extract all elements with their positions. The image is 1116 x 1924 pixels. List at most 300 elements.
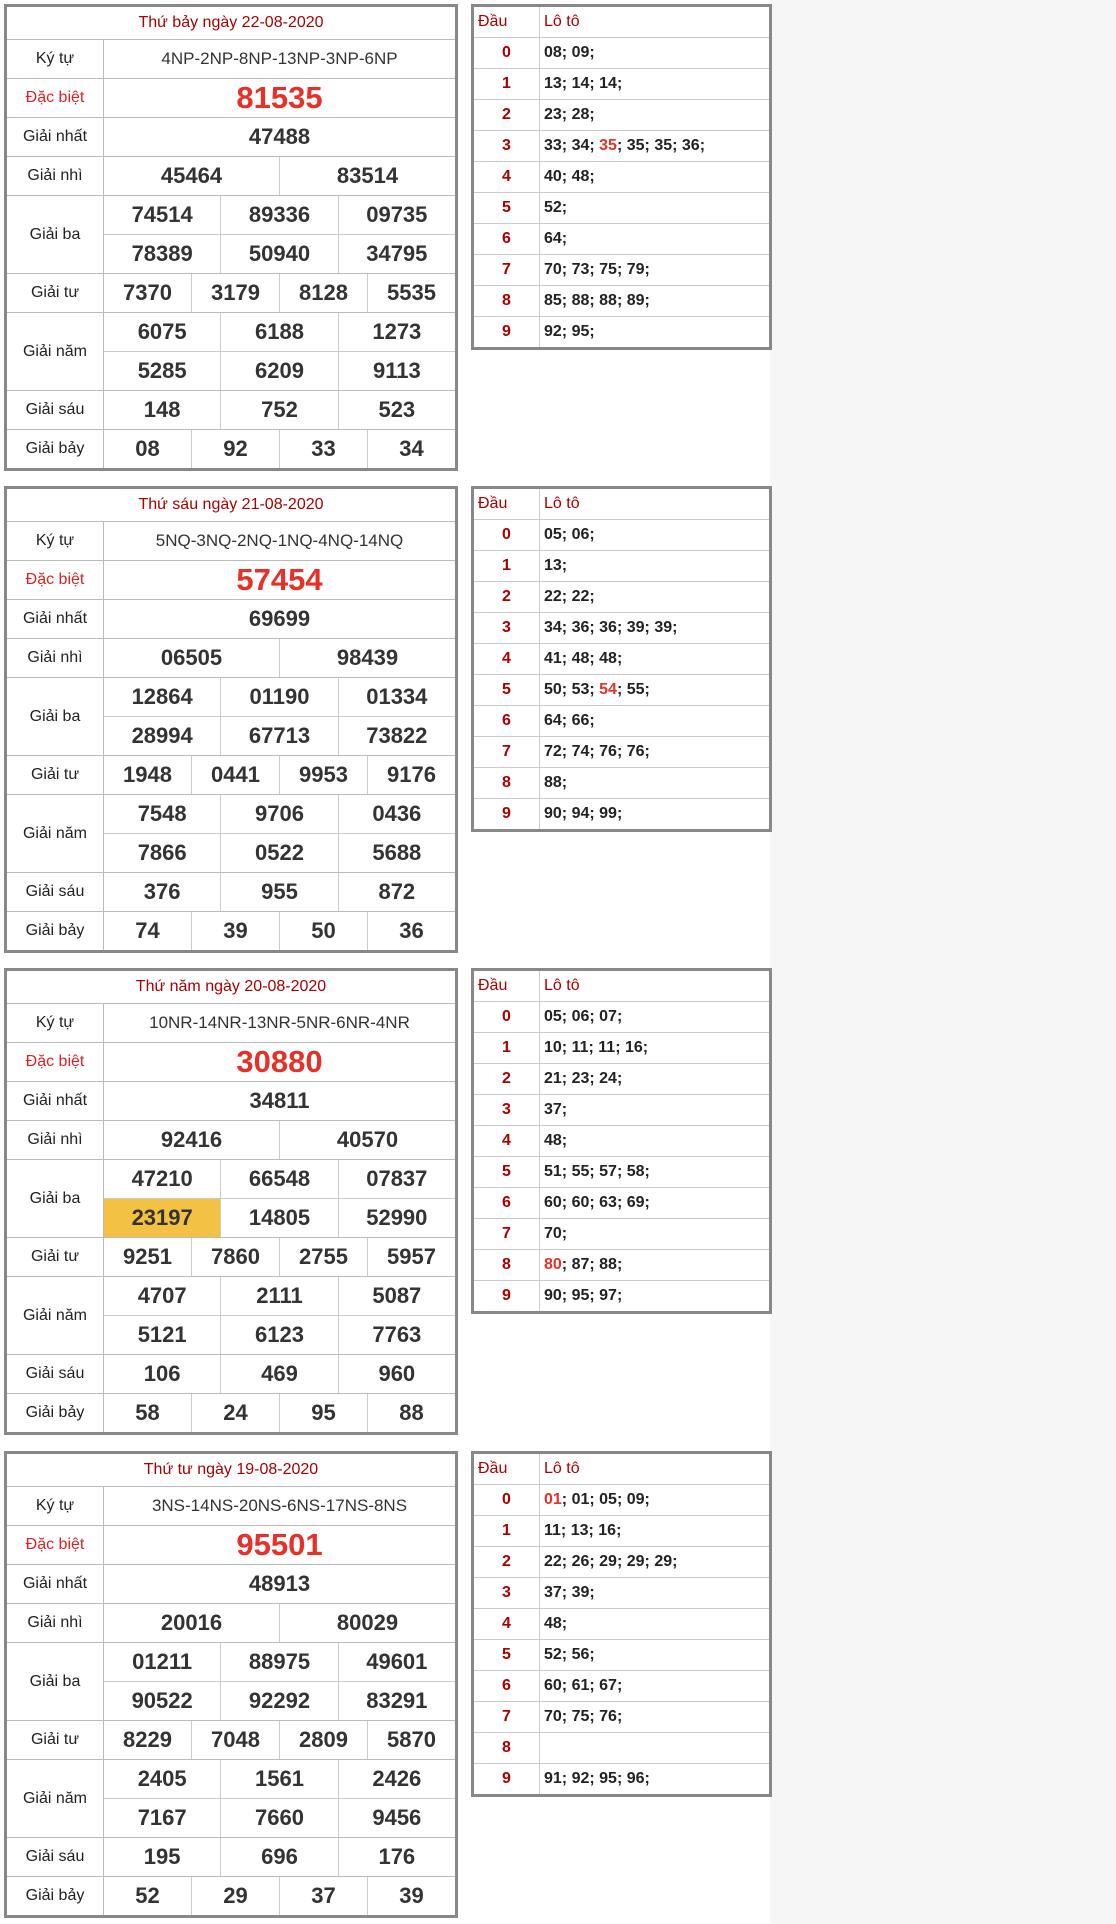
prize-row-giai-ba — [7, 1160, 455, 1238]
loto-separator: ; — [561, 1646, 572, 1663]
loto-dau: 0 — [474, 38, 540, 68]
prize-value-row — [104, 1798, 455, 1837]
loto-values — [540, 737, 769, 767]
prize-label: Giải sáu — [7, 1838, 104, 1876]
loto-row — [474, 1033, 769, 1064]
loto-row — [474, 582, 769, 613]
loto-row — [474, 224, 769, 255]
loto-values — [540, 1671, 769, 1701]
loto-number: 69 — [626, 1194, 645, 1211]
prize-values — [104, 1604, 455, 1642]
prize-label: Đặc biệt — [7, 1043, 104, 1081]
loto-row — [474, 1188, 769, 1219]
prize-row-giai-nam — [7, 1277, 455, 1355]
loto-number: 48 — [571, 650, 590, 667]
loto-separator: ; — [616, 805, 627, 822]
loto-number: 36 — [681, 137, 700, 154]
loto-number: 79 — [626, 261, 645, 278]
loto-row — [474, 799, 769, 829]
loto-number: 53 — [571, 681, 590, 698]
prize-row-giai-ba — [7, 1643, 455, 1721]
loto-separator: ; — [561, 1584, 572, 1601]
prize-row-dac-biet — [7, 1526, 455, 1565]
loto-separator: ; — [589, 168, 600, 185]
prize-number: 5535 — [367, 274, 455, 312]
prize-row-giai-nam — [7, 313, 455, 391]
loto-separator: ; — [561, 44, 572, 61]
prize-values — [104, 196, 455, 273]
loto-number: 75 — [571, 1708, 590, 1725]
loto-row — [474, 1547, 769, 1578]
loto-dau: 6 — [474, 224, 540, 254]
prize-row-giai-nhi — [7, 639, 455, 678]
loto-number: 57 — [599, 1163, 617, 1180]
loto-number: 67 — [599, 1677, 617, 1694]
loto-values — [540, 38, 769, 68]
prize-values — [104, 1565, 455, 1603]
loto-dau: 5 — [474, 193, 540, 223]
loto-number: 11 — [571, 1039, 589, 1056]
loto-separator: ; — [561, 1070, 572, 1087]
prize-label: Giải tư — [7, 756, 104, 794]
prize-row-giai-bay — [7, 912, 455, 950]
loto-number: 40 — [544, 168, 562, 185]
loto-dau: 7 — [474, 1702, 540, 1732]
loto-separator: ; — [615, 1039, 625, 1056]
prize-value-row — [104, 600, 455, 638]
prize-row-ky-tu — [7, 522, 455, 561]
loto-number: 70 — [544, 1225, 562, 1242]
prize-number: 90522 — [131, 1688, 193, 1713]
loto-separator: ; — [644, 1491, 655, 1508]
loto-dau: 5 — [474, 1640, 540, 1670]
loto-dau: 3 — [474, 613, 540, 643]
loto-number: 06 — [571, 1008, 590, 1025]
prize-number: 148 — [143, 397, 181, 422]
result-table — [4, 968, 458, 1435]
prize-number: 5285 — [137, 358, 187, 383]
loto-number: 26 — [571, 1553, 590, 1570]
loto-values — [540, 100, 769, 130]
prize-number: 6075 — [137, 319, 187, 344]
loto-values — [540, 1485, 769, 1515]
loto-dau: 9 — [474, 1764, 540, 1794]
loto-separator: ; — [589, 1646, 600, 1663]
loto-dau: 2 — [474, 100, 540, 130]
loto-separator: ; — [699, 137, 710, 154]
prize-row-giai-nam — [7, 1760, 455, 1838]
prize-number: 58 — [135, 1400, 160, 1425]
prize-label: Giải sáu — [7, 391, 104, 429]
loto-values — [540, 1516, 769, 1546]
loto-number: 13 — [570, 1522, 589, 1539]
loto-number: 76 — [599, 743, 617, 760]
loto-separator: ; — [644, 619, 655, 636]
loto-values — [540, 1219, 769, 1249]
loto-values — [540, 1126, 769, 1156]
prize-number: 9113 — [338, 352, 455, 390]
loto-number: 60 — [544, 1194, 562, 1211]
loto-separator: ; — [561, 1770, 572, 1787]
loto-separator: ; — [589, 323, 600, 340]
prize-value-row — [104, 391, 455, 429]
loto-row — [474, 317, 769, 347]
prize-value-row — [104, 522, 455, 560]
loto-row — [474, 613, 769, 644]
loto-values — [540, 551, 769, 581]
prize-value-row — [104, 1681, 455, 1720]
prize-values — [104, 1277, 455, 1354]
loto-separator: ; — [644, 681, 655, 698]
prize-values — [104, 1487, 455, 1525]
prize-value-row — [104, 1238, 455, 1276]
loto-number: 73 — [571, 261, 590, 278]
prize-number: 92 — [191, 430, 279, 468]
prize-row-ky-tu — [7, 1487, 455, 1526]
loto-dau: 8 — [474, 1250, 540, 1280]
prize-number: 40570 — [279, 1121, 455, 1159]
draw-date: Thứ bảy ngày 22-08-2020 — [7, 7, 455, 40]
loto-number: 01 — [571, 1491, 590, 1508]
loto-number: 07 — [599, 1008, 617, 1025]
prize-number: 81535 — [236, 80, 323, 115]
loto-separator: ; — [616, 1163, 627, 1180]
loto-number: 13 — [544, 557, 562, 574]
loto-number: 05 — [544, 1008, 562, 1025]
prize-values — [104, 274, 455, 312]
loto-separator: ; — [642, 1039, 653, 1056]
prize-values — [104, 873, 455, 911]
loto-separator: ; — [644, 1770, 655, 1787]
prize-values — [104, 79, 455, 117]
prize-number: 195 — [143, 1844, 181, 1869]
prize-value-row — [104, 1643, 455, 1681]
prize-number: 696 — [220, 1838, 337, 1876]
loto-values — [540, 520, 769, 550]
loto-row — [474, 1126, 769, 1157]
loto-separator: ; — [589, 75, 600, 92]
loto-number: 11 — [544, 1522, 561, 1539]
prize-number: 80029 — [279, 1604, 455, 1642]
prize-number: 50 — [279, 912, 367, 950]
loto-number: 22 — [571, 588, 590, 605]
prize-label: Giải nhất — [7, 1565, 104, 1603]
loto-separator: ; — [561, 681, 572, 698]
loto-separator: ; — [616, 137, 627, 154]
prize-value-row — [104, 351, 455, 390]
loto-values — [540, 1002, 769, 1032]
prize-label: Giải ba — [7, 1643, 104, 1720]
loto-number: 48 — [599, 650, 617, 667]
loto-row — [474, 1250, 769, 1281]
loto-separator: ; — [561, 774, 572, 791]
prize-value-row — [104, 1315, 455, 1354]
loto-separator: ; — [616, 1522, 626, 1539]
loto-header — [474, 971, 769, 1002]
prize-values — [104, 1760, 455, 1837]
prize-values — [104, 756, 455, 794]
loto-number: 14 — [599, 75, 617, 92]
prize-label: Giải sáu — [7, 873, 104, 911]
prize-number: 73822 — [338, 717, 455, 755]
loto-separator: ; — [589, 588, 600, 605]
prize-row-giai-tu — [7, 756, 455, 795]
loto-row — [474, 193, 769, 224]
prize-label: Giải nhì — [7, 157, 104, 195]
loto-dau: 7 — [474, 1219, 540, 1249]
result-table — [4, 1451, 458, 1918]
prize-number: 376 — [143, 879, 181, 904]
prize-row-giai-bay — [7, 430, 455, 468]
loto-values — [540, 768, 769, 798]
loto-number: 41 — [544, 650, 562, 667]
prize-values — [104, 1160, 455, 1237]
loto-number: 66 — [571, 712, 590, 729]
loto-number: 50 — [544, 681, 562, 698]
loto-separator: ; — [561, 168, 572, 185]
loto-header-loto: Lô tô — [544, 977, 580, 994]
loto-header — [474, 489, 769, 520]
prize-number: 2111 — [220, 1277, 337, 1315]
prize-number: 9251 — [123, 1244, 172, 1269]
prize-value-row — [104, 1526, 455, 1564]
prize-number: 5870 — [367, 1721, 455, 1759]
loto-values — [540, 675, 769, 705]
loto-separator: ; — [589, 44, 600, 61]
loto-number: 33 — [544, 137, 562, 154]
loto-number: 88 — [599, 1256, 617, 1273]
prize-row-giai-ba — [7, 196, 455, 274]
loto-number: 95 — [571, 323, 590, 340]
prize-number: 37 — [279, 1877, 367, 1915]
loto-number: 76 — [626, 743, 645, 760]
loto-dau: 8 — [474, 286, 540, 316]
loto-separator: ; — [644, 1553, 655, 1570]
prize-number: 28994 — [131, 723, 193, 748]
loto-separator: ; — [616, 1256, 627, 1273]
loto-dau: 4 — [474, 1126, 540, 1156]
prize-number: 5688 — [338, 834, 455, 872]
prize-number: 7860 — [191, 1238, 279, 1276]
loto-dau: 3 — [474, 1578, 540, 1608]
loto-row — [474, 69, 769, 100]
loto-separator: ; — [672, 137, 682, 154]
loto-separator: ; — [589, 106, 600, 123]
loto-number: 08 — [544, 44, 562, 61]
loto-table — [471, 486, 772, 832]
loto-number: 13 — [544, 75, 562, 92]
loto-values — [540, 1609, 769, 1639]
prize-number: 12864 — [131, 684, 193, 709]
prize-number: 01334 — [338, 678, 455, 716]
loto-separator: ; — [561, 230, 572, 247]
prize-row-dac-biet — [7, 79, 455, 118]
draw-date: Thứ năm ngày 20-08-2020 — [7, 971, 455, 1004]
loto-number: 06 — [571, 526, 590, 543]
loto-separator: ; — [561, 619, 572, 636]
loto-number: 34 — [571, 137, 590, 154]
loto-separator: ; — [561, 650, 572, 667]
loto-number: 55 — [571, 1163, 590, 1180]
loto-separator: ; — [616, 261, 627, 278]
loto-separator: ; — [616, 1194, 627, 1211]
loto-number: 35 — [599, 137, 617, 154]
loto-values — [540, 1033, 769, 1063]
prize-number: 98439 — [279, 639, 455, 677]
loto-number: 48 — [544, 1615, 562, 1632]
prize-values — [104, 430, 455, 468]
prize-number: 5NQ-3NQ-2NQ-1NQ-4NQ-14NQ — [155, 531, 404, 550]
prize-number: 36 — [367, 912, 455, 950]
loto-separator: ; — [561, 1132, 572, 1149]
loto-separator: ; — [644, 261, 655, 278]
loto-number: 52 — [544, 199, 562, 216]
prize-label: Giải năm — [7, 795, 104, 872]
loto-separator: ; — [561, 1008, 572, 1025]
loto-header-loto: Lô tô — [544, 1460, 580, 1477]
prize-number: 14805 — [220, 1199, 337, 1237]
loto-number: 35 — [654, 137, 673, 154]
loto-separator: ; — [561, 1553, 572, 1570]
loto-values — [540, 1095, 769, 1125]
loto-table — [471, 1451, 772, 1797]
prize-number: 0436 — [338, 795, 455, 833]
loto-number: 90 — [544, 1287, 562, 1304]
loto-separator: ; — [561, 1677, 572, 1694]
loto-dau: 6 — [474, 1671, 540, 1701]
loto-separator: ; — [561, 588, 572, 605]
loto-separator: ; — [561, 1039, 572, 1056]
prize-label: Giải bảy — [7, 430, 104, 468]
loto-row — [474, 1485, 769, 1516]
loto-number: 58 — [626, 1163, 645, 1180]
loto-separator: ; — [561, 1225, 572, 1242]
loto-dau: 6 — [474, 1188, 540, 1218]
prize-values — [104, 1238, 455, 1276]
prize-number: 92292 — [220, 1682, 337, 1720]
prize-label: Giải ba — [7, 678, 104, 755]
prize-value-row — [104, 1721, 455, 1759]
loto-dau: 8 — [474, 1733, 540, 1763]
loto-values — [540, 286, 769, 316]
prize-number: 7866 — [137, 840, 187, 865]
loto-number: 64 — [544, 712, 562, 729]
loto-number: 92 — [571, 1770, 590, 1787]
loto-dau: 4 — [474, 644, 540, 674]
loto-separator: ; — [589, 1491, 600, 1508]
loto-dau: 8 — [474, 768, 540, 798]
loto-number: 05 — [544, 526, 562, 543]
loto-row — [474, 1095, 769, 1126]
prize-number: 06505 — [160, 645, 223, 670]
prize-number: 30880 — [236, 1044, 323, 1079]
loto-values — [540, 162, 769, 192]
loto-number: 95 — [599, 1770, 617, 1787]
prize-row-giai-sau — [7, 1355, 455, 1394]
loto-separator: ; — [589, 1163, 600, 1180]
result-table — [4, 486, 458, 953]
prize-label: Đặc biệt — [7, 561, 104, 599]
prize-values — [104, 1043, 455, 1081]
prize-value-row — [104, 1198, 455, 1237]
loto-number: 34 — [544, 619, 562, 636]
loto-separator: ; — [644, 1194, 655, 1211]
loto-row — [474, 162, 769, 193]
prize-number: 45464 — [160, 163, 223, 188]
prize-number: 74514 — [131, 202, 193, 227]
prize-number: 01211 — [132, 1649, 193, 1674]
loto-values — [540, 582, 769, 612]
loto-number: 60 — [544, 1677, 562, 1694]
loto-number: 22 — [544, 588, 562, 605]
loto-number: 29 — [599, 1553, 617, 1570]
prize-row-giai-tu — [7, 274, 455, 313]
prize-number: 83291 — [338, 1682, 455, 1720]
prize-number: 6188 — [220, 313, 337, 351]
loto-separator: ; — [561, 805, 572, 822]
loto-separator: ; — [616, 1491, 627, 1508]
loto-separator: ; — [589, 619, 600, 636]
prize-label: Giải bảy — [7, 1394, 104, 1432]
prize-number: 50940 — [220, 235, 337, 273]
loto-number: 95 — [571, 1287, 590, 1304]
loto-row — [474, 1002, 769, 1033]
prize-value-row — [104, 79, 455, 117]
loto-values — [540, 131, 769, 161]
prize-number: 0441 — [191, 756, 279, 794]
loto-number: 55 — [626, 681, 645, 698]
loto-number: 09 — [626, 1491, 645, 1508]
loto-row — [474, 1702, 769, 1733]
loto-separator: ; — [616, 1677, 627, 1694]
loto-dau: 0 — [474, 1002, 540, 1032]
loto-separator: ; — [561, 137, 572, 154]
loto-row — [474, 706, 769, 737]
loto-number: 89 — [626, 292, 645, 309]
loto-separator: ; — [561, 1163, 572, 1180]
loto-number: 61 — [571, 1677, 590, 1694]
prize-row-giai-tu — [7, 1238, 455, 1277]
loto-dau: 2 — [474, 1064, 540, 1094]
loto-number: 48 — [571, 168, 590, 185]
prize-number: 4NP-2NP-8NP-13NP-3NP-6NP — [161, 49, 398, 68]
prize-number: 9176 — [367, 756, 455, 794]
loto-number: 70 — [544, 1708, 562, 1725]
prize-row-giai-sau — [7, 391, 455, 430]
loto-separator: ; — [561, 1101, 572, 1118]
prize-label: Giải năm — [7, 1760, 104, 1837]
loto-separator: ; — [616, 292, 627, 309]
prize-number: 1273 — [338, 313, 455, 351]
prize-value-row — [104, 1004, 455, 1042]
loto-row — [474, 1516, 769, 1547]
prize-value-row — [104, 234, 455, 273]
prize-number: 3179 — [191, 274, 279, 312]
prize-number: 2426 — [338, 1760, 455, 1798]
loto-values — [540, 317, 769, 347]
loto-header — [474, 7, 769, 38]
prize-row-giai-nam — [7, 795, 455, 873]
loto-number: 52 — [544, 1646, 562, 1663]
prize-number: 74 — [135, 918, 160, 943]
loto-dau: 5 — [474, 1157, 540, 1187]
loto-separator: ; — [672, 619, 682, 636]
loto-number: 39 — [626, 619, 645, 636]
prize-row-giai-bay — [7, 1877, 455, 1915]
loto-separator: ; — [561, 1256, 572, 1273]
prize-values — [104, 1838, 455, 1876]
prize-value-row — [104, 795, 455, 833]
